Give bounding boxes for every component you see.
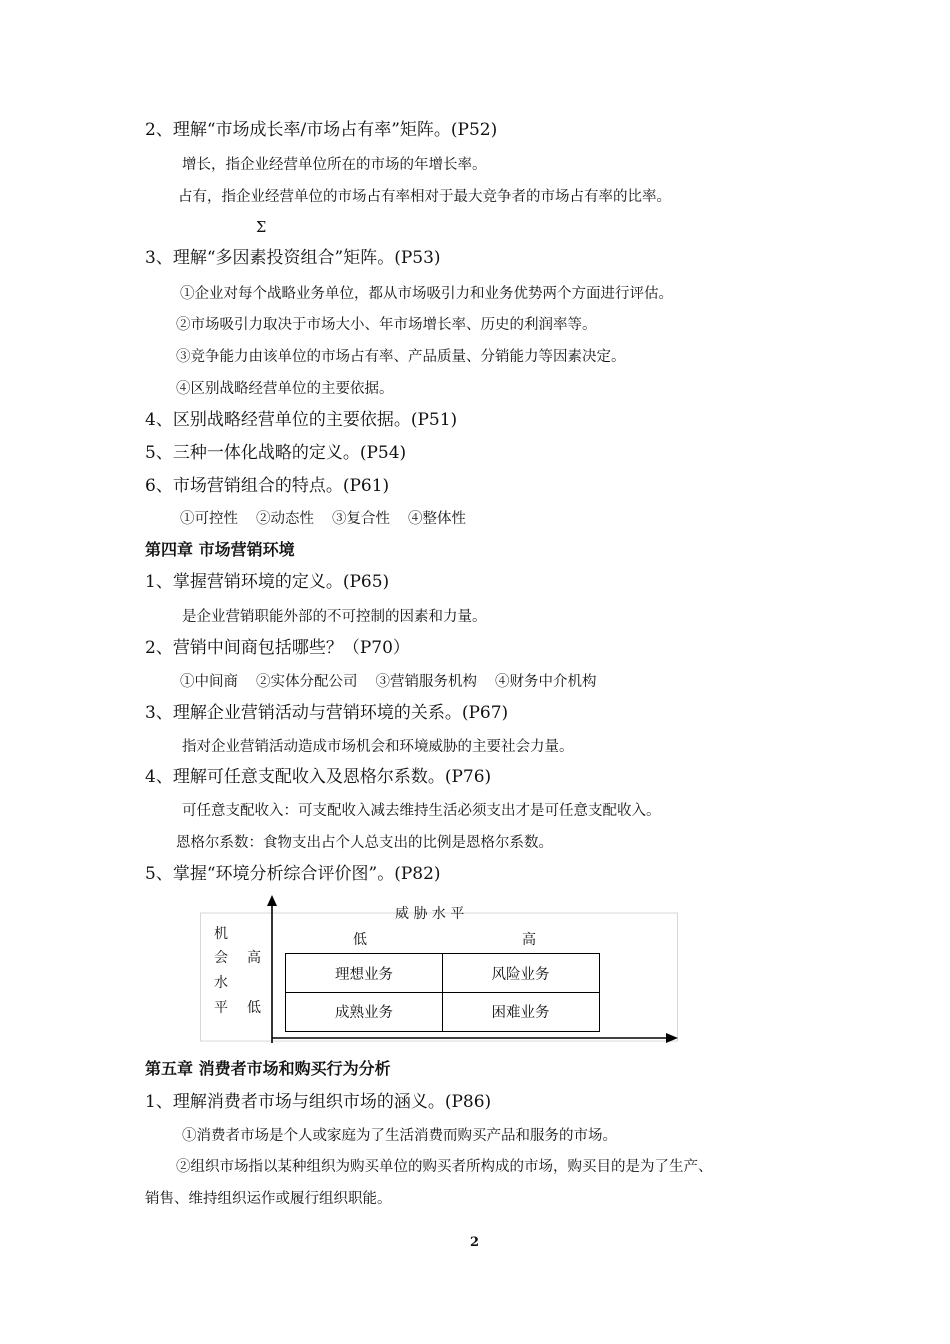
threat-high-label: 高 [522, 932, 536, 948]
option: ②实体分配公司 [256, 674, 358, 690]
question-4: 4、区别战略经营单位的主要依据。(P51) [145, 410, 458, 430]
threat-low-label: 低 [353, 932, 367, 948]
answer-line: 是企业营销职能外部的不可控制的因素和力量。 [182, 609, 487, 625]
option: ④整体性 [408, 511, 466, 527]
answer-line: ②组织市场指以某种组织为购买单位的购买者所构成的市场，购买目的是为了生产、 [176, 1159, 713, 1175]
question-1: 1、理解消费者市场与组织市场的涵义。(P86) [145, 1092, 492, 1112]
page-number: 2 [470, 1235, 480, 1250]
question-2: 2、理解“市场成长率/市场占有率”矩阵。(P52) [145, 120, 498, 140]
chapter-4-heading: 第四章 市场营销环境 [145, 540, 295, 559]
question-3: 3、理解企业营销活动与营销环境的关系。(P67) [145, 703, 509, 723]
answer-line: 指对企业营销活动造成市场机会和环境威胁的主要社会力量。 [182, 739, 574, 755]
question-4: 4、理解可任意支配收入及恩格尔系数。(P76) [145, 767, 492, 787]
answer-line: ①消费者市场是个人或家庭为了生活消费而购买产品和服务的市场。 [182, 1128, 617, 1144]
question-5: 5、三种一体化战略的定义。(P54) [145, 443, 407, 463]
sigma-symbol: Σ [256, 220, 267, 236]
question-5: 5、掌握“环境分析综合评价图”。(P82) [145, 864, 441, 884]
threat-level-title: 威 胁 水 平 [395, 906, 465, 922]
option: ③营销服务机构 [375, 674, 477, 690]
question-1: 1、掌握营销环境的定义。(P65) [145, 572, 390, 592]
answer-line: 占有，指企业经营单位的市场占有率相对于最大竞争者的市场占有率的比率。 [178, 189, 671, 205]
question-6: 6、市场营销组合的特点。(P61) [145, 476, 390, 496]
answer-line: 销售、维持组织运作或履行组织职能。 [145, 1191, 392, 1207]
vertical-axis-arrow [267, 895, 277, 906]
option: ②动态性 [256, 511, 314, 527]
option: ④财务中介机构 [495, 674, 597, 690]
chapter-5-heading: 第五章 消费者市场和购买行为分析 [145, 1059, 391, 1078]
question-2: 2、营销中间商包括哪些？（P70） [145, 638, 410, 658]
matrix-cell-difficult: 困难业务 [442, 992, 600, 1032]
opportunity-char: 机 [214, 926, 228, 942]
options-row [180, 512, 484, 527]
answer-line: 增长，指企业经营单位所在的市场的年增长率。 [182, 157, 487, 173]
option: ③复合性 [332, 511, 390, 527]
answer-line: ①企业对每个战略业务单位，都从市场吸引力和业务优势两个方面进行评估。 [180, 286, 673, 302]
answer-line: 可任意支配收入：可支配收入减去维持生活必须支出才是可任意支配收入。 [182, 803, 661, 819]
opportunity-char: 平 [214, 1000, 228, 1016]
opportunity-char: 水 [214, 975, 228, 991]
matrix-cell-mature: 成熟业务 [285, 992, 443, 1032]
answer-line: ②市场吸引力取决于市场大小、年市场增长率、历史的利润率等。 [176, 317, 597, 333]
answer-line: 恩格尔系数：食物支出占个人总支出的比例是恩格尔系数。 [176, 835, 553, 851]
option: ①中间商 [180, 674, 238, 690]
options-row [180, 675, 615, 690]
option: ①可控性 [180, 511, 238, 527]
environment-evaluation-diagram [200, 893, 680, 1048]
answer-line: ③竞争能力由该单位的市场占有率、产品质量、分销能力等因素决定。 [176, 349, 626, 365]
matrix-cell-ideal: 理想业务 [285, 953, 443, 993]
opportunity-low-label: 低 [247, 1000, 261, 1016]
answer-line: ④区别战略经营单位的主要依据。 [176, 381, 394, 397]
matrix-cell-risky: 风险业务 [442, 953, 600, 993]
opportunity-high-label: 高 [247, 950, 261, 966]
question-3: 3、理解“多因素投资组合”矩阵。(P53) [145, 248, 441, 268]
opportunity-char: 会 [214, 950, 228, 966]
